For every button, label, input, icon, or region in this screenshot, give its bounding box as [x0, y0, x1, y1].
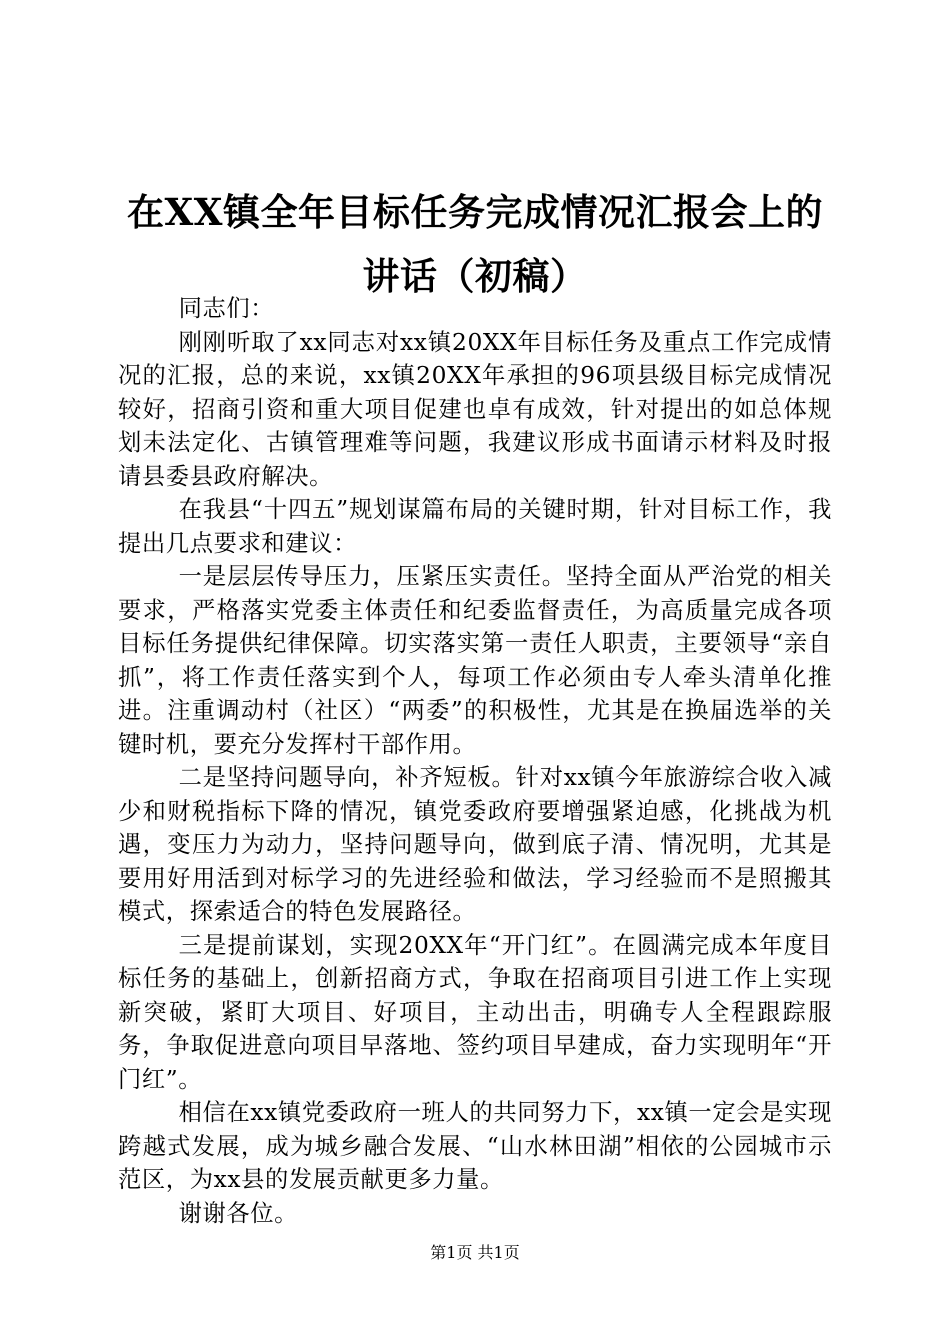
page-footer: 第1页 共1页	[430, 1243, 520, 1262]
document-title: 在XX镇全年目标任务完成情况汇报会上的讲话（初稿）	[127, 190, 823, 298]
body-paragraph: 刚刚听取了xx同志对xx镇20XX年目标任务及重点工作完成情况的汇报，总的来说，xx镇20XX年承担的96项县级目标完成情况较好，招商引资和重大项目促建也卓有成效，针对提出的如总体规划未法定化、古镇管理难等问题，我建议形成书面请示材料及时报请县委县政府解决。	[118, 328, 832, 490]
closing-line: 谢谢各位。	[178, 1199, 299, 1227]
salutation: 同志们：	[178, 295, 275, 322]
body-paragraph: 二是坚持问题导向，补齐短板。针对xx镇今年旅游综合收入减少和财税指标下降的情况，镇党委政府要增强紧迫感，化挑战为机遇，变压力为动力，坚持问题导向，做到底子清、情况明，尤其是要用好用活到对标学习的先进经验和做法，学习经验而不是照搬其模式，探索适合的特色发展路径。	[118, 764, 832, 925]
document-body	[118, 292, 832, 1230]
body-paragraph: 三是提前谋划，实现20XX年“开门红”。在圆满完成本年度目标任务的基础上，创新招商方式，争取在招商项目引进工作上实现新突破，紧盯大项目、好项目，主动出击，明确专人全程跟踪服务，争取促进意向项目早落地、签约项目早建成，奋力实现明年“开门红”。	[118, 931, 832, 1093]
body-paragraph: 相信在xx镇党委政府一班人的共同努力下，xx镇一定会是实现跨越式发展，成为城乡融合发展、“山水林田湖”相依的公园城市示范区，为xx县的发展贡献更多力量。	[118, 1099, 832, 1193]
body-paragraph: 一是层层传导压力，压紧压实责任。坚持全面从严治党的相关要求，严格落实党委主体责任和纪委监督责任，为高质量完成各项目标任务提供纪律保障。切实落实第一责任人职责，主要领导“亲自抓”，将工作责任落实到个人，每项工作必须由专人牵头清单化推进。注重调动村（社区）“两委”的积极性，尤其是在换届选举的关键时机，要充分发挥村干部作用。	[118, 563, 832, 758]
body-paragraph: 在我县“十四五”规划谋篇布局的关键时期，针对目标工作，我提出几点要求和建议：	[118, 496, 832, 557]
